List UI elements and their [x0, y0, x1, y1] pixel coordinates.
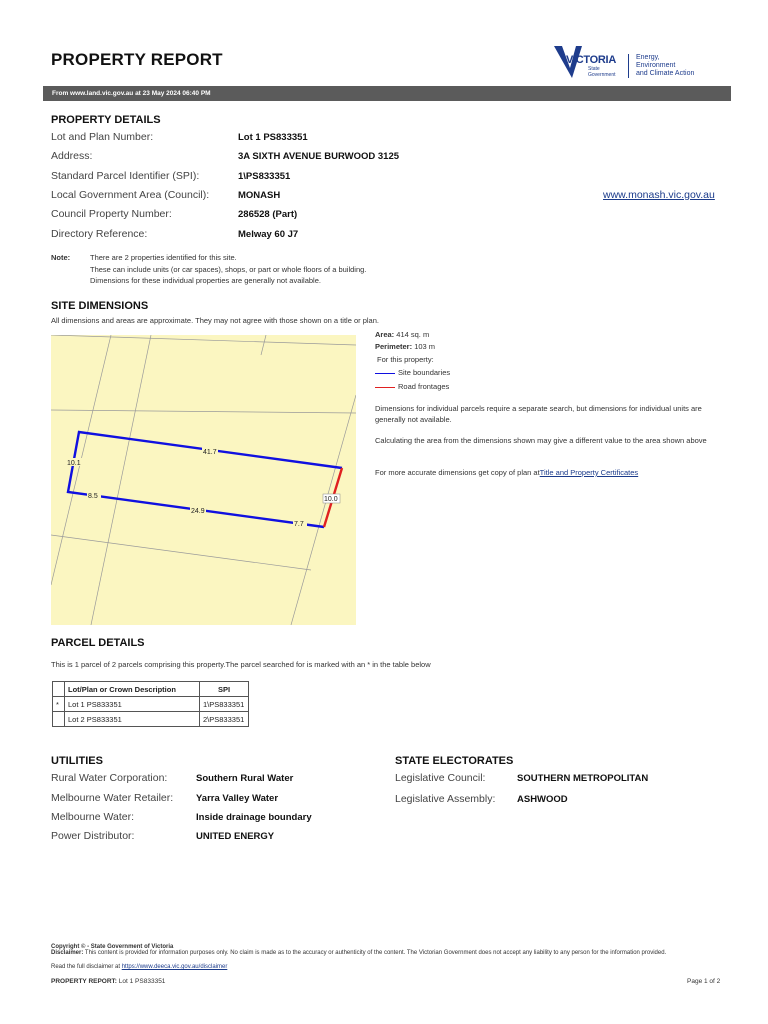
footer-page-number: Page 1 of 2 — [687, 978, 721, 985]
source-banner: From www.land.vic.gov.au at 23 May 2024 06:40 PM — [43, 86, 731, 101]
table-header-row — [53, 682, 249, 697]
footer-copyright: Copyright © - State Government of Victoria — [51, 944, 174, 950]
map-parcel-line — [291, 395, 356, 625]
map-parcel-line — [51, 410, 356, 413]
dept-line-3: and Climate Action — [636, 70, 695, 77]
dept-line-2: Environment — [636, 62, 676, 69]
power-distributor-label: Power Distributor: — [51, 830, 135, 842]
footer-disclaimer-text: This content is provided for information purposes only. No claim is made as to the accuracy or authenticity of the content. The Victorian Government does not accept any liability to any person for the information provided. — [84, 950, 667, 956]
map-label-left: 10.1 — [67, 460, 81, 467]
spi-label: Standard Parcel Identifier (SPI): — [51, 170, 200, 182]
council-property-number-label: Council Property Number: — [51, 208, 172, 220]
legend-site-swatch — [375, 373, 395, 374]
table-col-spi: SPI — [200, 682, 249, 697]
power-distributor-value: UNITED ENERGY — [196, 831, 275, 842]
parcel-details-heading: PARCEL DETAILS — [51, 637, 145, 649]
map-parcel-line — [51, 535, 311, 570]
note-line-3: Dimensions for these individual properties are generally not available. — [90, 276, 321, 285]
directory-reference-label: Directory Reference: — [51, 228, 148, 240]
table-row-spi: 2\PS833351 — [200, 712, 249, 727]
council-website-link[interactable]: www.monash.vic.gov.au — [603, 189, 715, 201]
site-dimensions-intro: All dimensions and areas are approximate. They may not agree with those shown on a title or plan. — [51, 316, 379, 325]
perimeter-label: Perimeter: — [375, 342, 413, 351]
footer-disclaimer-label: Disclaimer: — [51, 950, 84, 956]
area-value: 414 sq. m — [396, 330, 430, 339]
table-row-spi: 1\PS833351 — [200, 697, 249, 712]
footer-disclaimer-link[interactable]: https://www.deeca.vic.gov.au/disclaimer — [121, 964, 228, 970]
table-col-description: Lot/Plan or Crown Description — [65, 682, 200, 697]
dimensions-note-2: Calculating the area from the dimensions shown may give a different value to the area shown above — [375, 436, 707, 445]
melbourne-water-label: Melbourne Water: — [51, 811, 135, 823]
map-label-top: 41.7 — [203, 449, 217, 456]
site-dimensions-heading: SITE DIMENSIONS — [51, 300, 149, 312]
water-retailer-value: Yarra Valley Water — [196, 793, 279, 804]
map-label-bottom-left: 8.5 — [88, 493, 98, 500]
directory-reference-value: Melway 60 J7 — [238, 229, 299, 240]
rural-water-value: Southern Rural Water — [196, 773, 294, 784]
map-parcel-line — [261, 335, 266, 355]
state-electorates-heading: STATE ELECTORATES — [395, 755, 514, 767]
council-label: Local Government Area (Council): — [51, 189, 210, 201]
perimeter-row — [375, 342, 435, 351]
address-label: Address: — [51, 150, 93, 162]
table-row-mark — [53, 712, 65, 727]
dimensions-note-3: For more accurate dimensions get copy of plan atTitle and Property Certificates — [375, 468, 639, 477]
area-row — [375, 330, 429, 339]
note-line-1: There are 2 properties identified for this site. — [90, 253, 237, 262]
for-this-property: For this property: — [377, 355, 434, 364]
note-label: Note: — [51, 253, 71, 262]
footer-read-full: Read the full disclaimer at https://www.deeca.vic.gov.au/disclaimer — [51, 964, 228, 970]
logo-divider — [628, 54, 629, 78]
footer-report-label: PROPERTY REPORT: — [51, 978, 117, 985]
map-label-bottom-right: 7.7 — [294, 521, 304, 528]
table-row — [53, 712, 249, 727]
property-details-heading: PROPERTY DETAILS — [51, 114, 161, 126]
council-value: MONASH — [238, 190, 281, 201]
legislative-council-value: SOUTHERN METROPOLITAN — [517, 773, 649, 784]
table-row-desc: Lot 1 PS833351 — [65, 697, 200, 712]
legislative-assembly-value: ASHWOOD — [517, 794, 568, 805]
site-map-drawing — [51, 335, 356, 625]
map-parcel-line — [51, 335, 356, 345]
map-parcel-line — [91, 335, 151, 625]
note-line-2: These can include units (or car spaces), shops, or part or whole floors of a building. — [90, 265, 367, 274]
logo-sub-government: Government — [588, 72, 616, 78]
footer-disclaimer — [51, 950, 721, 957]
legend-road-swatch — [375, 387, 395, 388]
spi-value: 1\PS833351 — [238, 171, 291, 182]
parcel-table — [52, 681, 249, 727]
victoria-government-logo — [552, 44, 722, 80]
water-retailer-label: Melbourne Water Retailer: — [51, 792, 174, 804]
legislative-council-label: Legislative Council: — [395, 772, 486, 784]
footer-report-ref — [51, 978, 165, 985]
page-title: PROPERTY REPORT — [51, 50, 223, 69]
parcel-table-wrap — [52, 681, 249, 727]
dept-line-1: Energy, — [636, 54, 660, 61]
table-row-desc: Lot 2 PS833351 — [65, 712, 200, 727]
legend-site-boundaries: Site boundaries — [375, 368, 450, 377]
logo-text: VICTORIA — [566, 54, 616, 66]
legislative-assembly-label: Legislative Assembly: — [395, 793, 496, 805]
dimensions-note-1: Dimensions for individual parcels require a separate search, but dimensions for individual units are generally not available. — [375, 404, 702, 424]
rural-water-label: Rural Water Corporation: — [51, 772, 168, 784]
site-map — [51, 335, 356, 625]
lot-plan-label: Lot and Plan Number: — [51, 131, 154, 143]
footer-report-value: Lot 1 PS833351 — [118, 978, 166, 985]
table-row — [53, 697, 249, 712]
address-value: 3A SIXTH AVENUE BURWOOD 3125 — [238, 151, 400, 162]
map-label-right: 10.0 — [324, 496, 338, 503]
table-mark-header — [53, 682, 65, 697]
perimeter-value: 103 m — [414, 342, 436, 351]
lot-plan-value: Lot 1 PS833351 — [238, 132, 308, 143]
melbourne-water-value: Inside drainage boundary — [196, 812, 312, 823]
table-row-mark: * — [53, 697, 65, 712]
legend-road-frontages: Road frontages — [375, 382, 449, 391]
area-label: Area: — [375, 330, 395, 339]
title-certificates-link[interactable]: Title and Property Certificates — [539, 468, 639, 477]
logo-sub-state: State — [588, 66, 600, 72]
map-label-bottom-mid: 24.9 — [191, 508, 205, 515]
council-property-number-value: 286528 (Part) — [238, 209, 298, 220]
utilities-heading: UTILITIES — [51, 755, 103, 767]
parcel-details-intro: This is 1 parcel of 2 parcels comprising this property.The parcel searched for is marked with an * in the table below — [51, 660, 431, 669]
